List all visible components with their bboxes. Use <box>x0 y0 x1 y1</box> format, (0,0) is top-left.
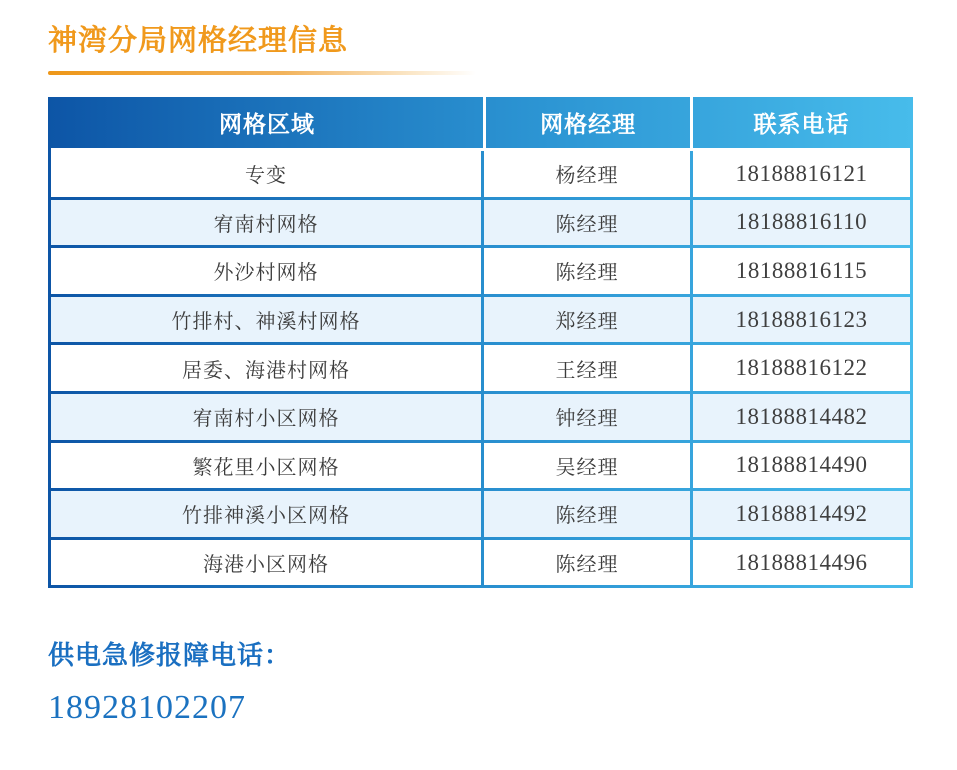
emergency-hotline-label: 供电急修报障电话： <box>48 640 292 671</box>
cell-contact-phone: 18188816115 <box>693 248 910 294</box>
cell-grid-manager: 郑经理 <box>484 297 690 343</box>
cell-contact-phone: 18188814482 <box>693 394 910 440</box>
cell-contact-phone: 18188814490 <box>693 443 910 489</box>
cell-contact-phone: 18188816123 <box>693 297 910 343</box>
cell-grid-area: 专变 <box>51 151 481 197</box>
cell-contact-phone: 18188816110 <box>693 200 910 246</box>
cell-grid-area: 外沙村网格 <box>51 248 481 294</box>
table-header-row <box>51 97 910 151</box>
cell-grid-area: 宥南村小区网格 <box>51 394 481 440</box>
cell-contact-phone: 18188816121 <box>693 151 910 197</box>
cell-grid-manager: 陈经理 <box>484 491 690 537</box>
emergency-hotline-number: 18928102207 <box>48 689 246 727</box>
cell-contact-phone: 18188816122 <box>693 345 910 391</box>
title-underline <box>48 71 476 75</box>
cell-grid-area: 宥南村网格 <box>51 200 481 246</box>
cell-grid-manager: 钟经理 <box>484 394 690 440</box>
cell-grid-area: 繁花里小区网格 <box>51 443 481 489</box>
cell-grid-manager: 杨经理 <box>484 151 690 197</box>
table-body <box>51 151 910 585</box>
col-header-grid-area: 网格区域 <box>219 111 316 137</box>
cell-grid-area: 居委、海港村网格 <box>51 345 481 391</box>
grid-manager-table <box>48 97 913 588</box>
cell-contact-phone: 18188814492 <box>693 491 910 537</box>
col-header-contact-phone: 联系电话 <box>690 97 910 148</box>
page-title: 神湾分局网格经理信息 <box>48 25 349 57</box>
cell-contact-phone: 18188814496 <box>693 540 910 586</box>
cell-grid-manager: 陈经理 <box>484 540 690 586</box>
cell-grid-area: 海港小区网格 <box>51 540 481 586</box>
cell-grid-area: 竹排村、神溪村网格 <box>51 297 481 343</box>
cell-grid-manager: 陈经理 <box>484 200 690 246</box>
cell-grid-manager: 王经理 <box>484 345 690 391</box>
cell-grid-area: 竹排神溪小区网格 <box>51 491 481 537</box>
cell-grid-manager: 陈经理 <box>484 248 690 294</box>
col-header-grid-manager: 网格经理 <box>483 97 690 148</box>
cell-grid-manager: 吴经理 <box>484 443 690 489</box>
